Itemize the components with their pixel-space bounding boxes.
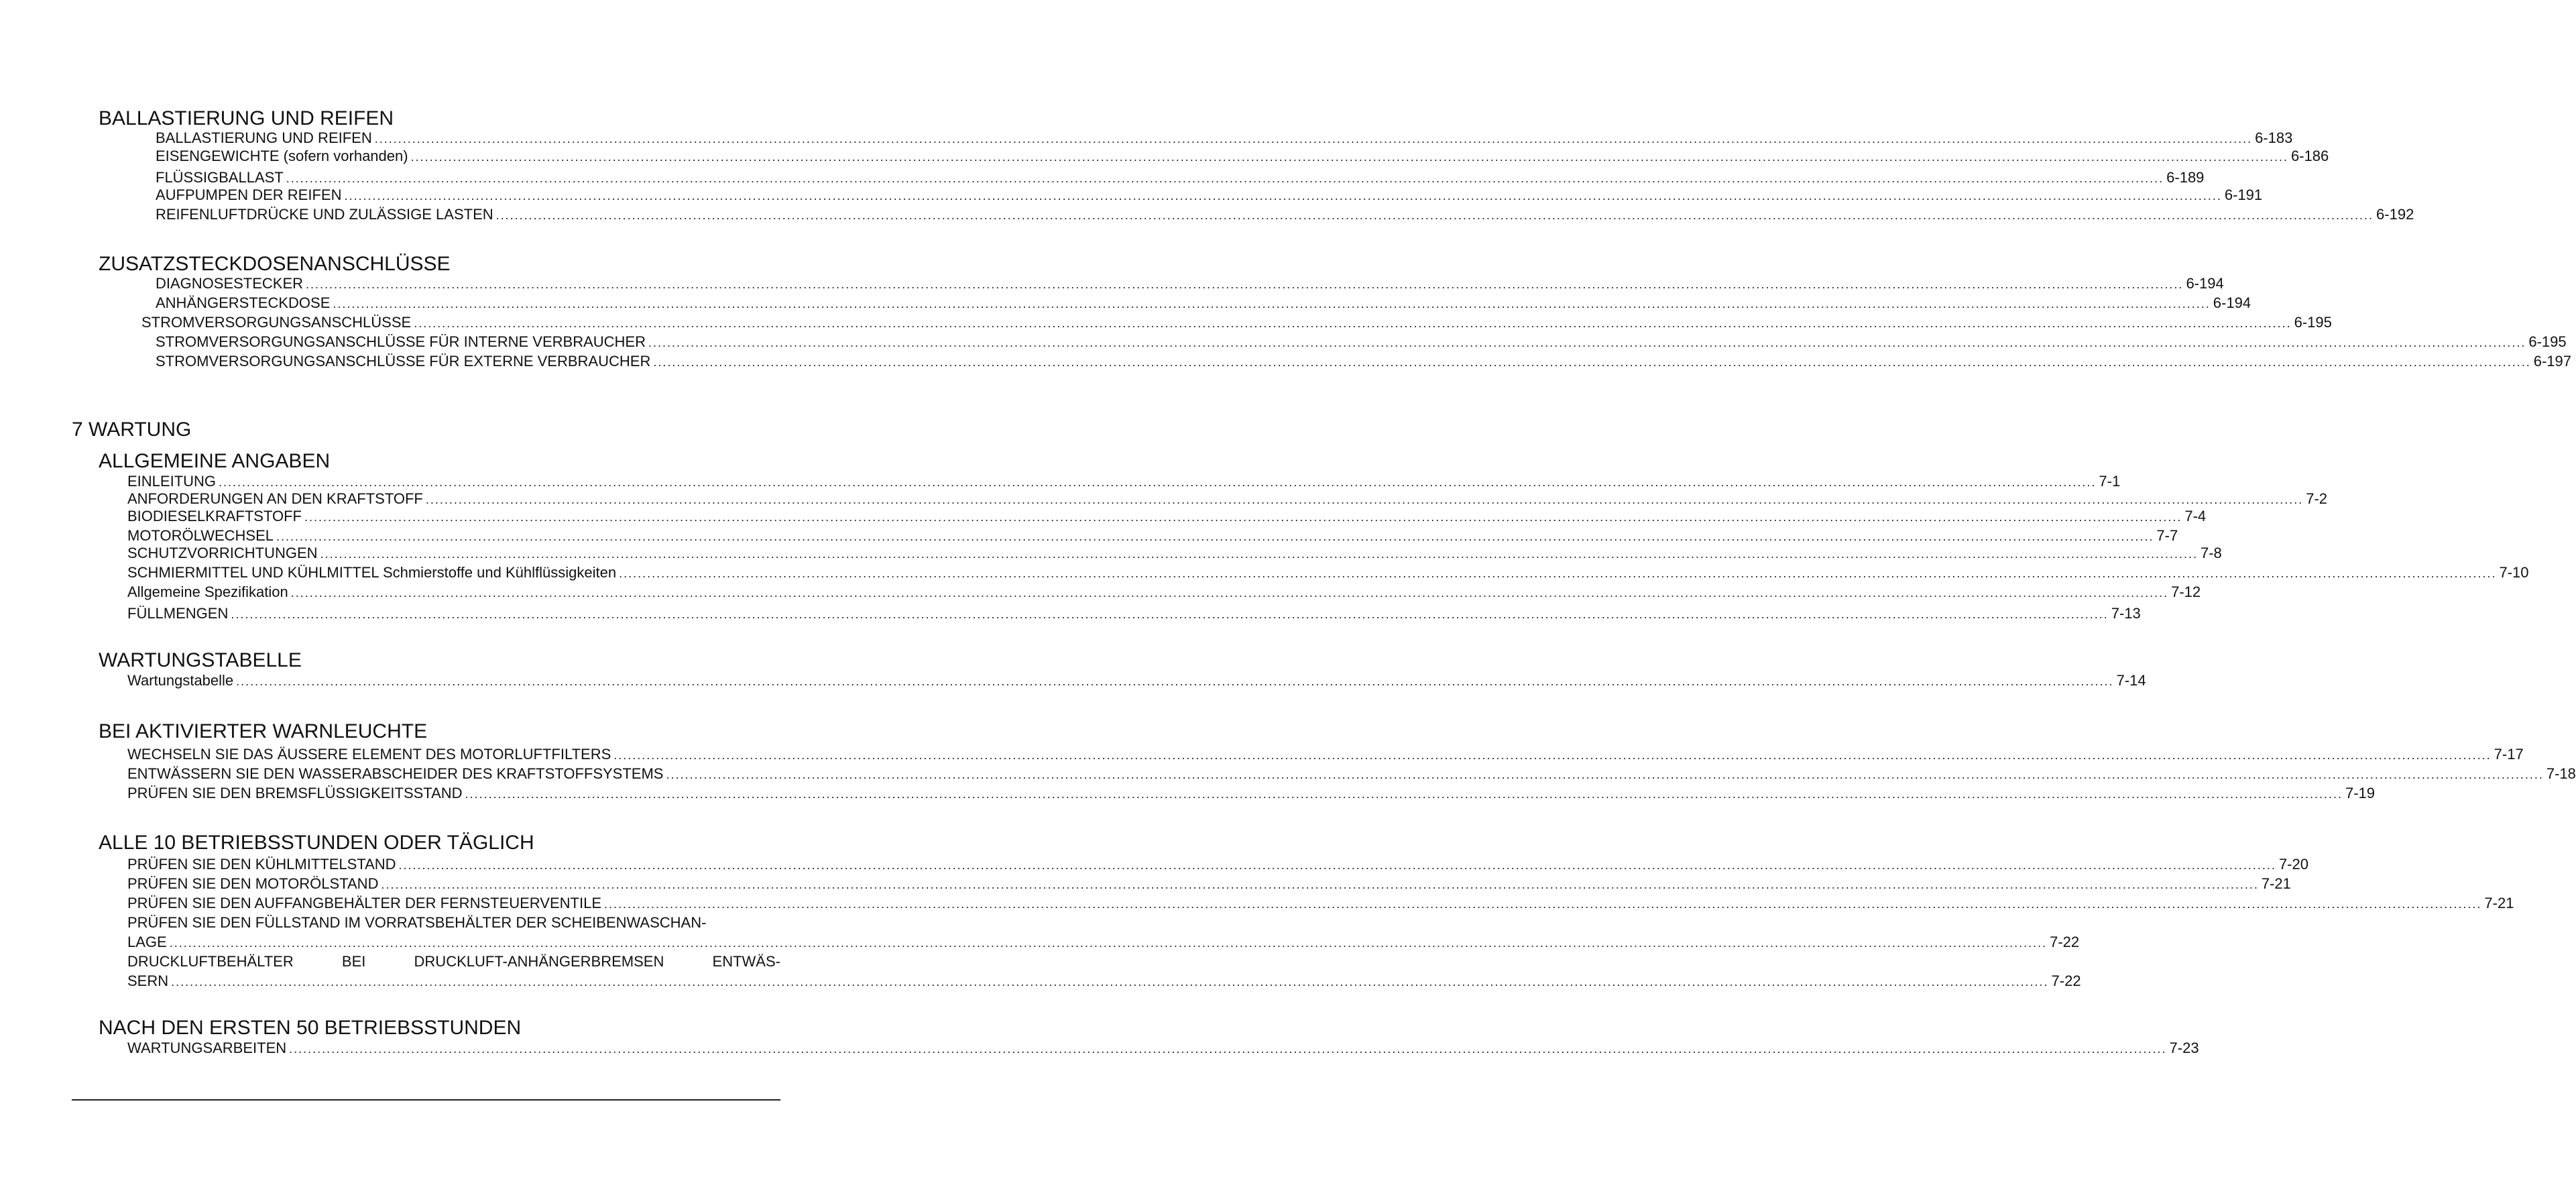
leader-dots (171, 973, 2048, 991)
toc-entry-page: 7-1 (2099, 473, 2121, 490)
toc-entry-page: 7-4 (2184, 508, 2207, 524)
toc-entry-page: 7-14 (2116, 672, 2146, 689)
leader-dots (291, 584, 2168, 602)
toc-entry-label: MOTORÖLWECHSEL (127, 527, 274, 544)
toc-entry-wrapped-line[interactable]: PRÜFEN SIE DEN FÜLLSTAND IM VORRATSBEHÄLTER DER SCHEIBENWASCHAN- (127, 914, 707, 931)
leader-dots (375, 130, 2252, 148)
section-title-zusatzsteckdosen: ZUSATZSTECKDOSENANSCHLÜSSE (99, 253, 451, 275)
toc-entry-label: PRÜFEN SIE DEN KÜHLMITTELSTAND (127, 856, 396, 873)
toc-entry-page: 7-8 (2200, 545, 2222, 561)
toc-entry-page: 6-195 (2528, 333, 2567, 350)
toc-entry[interactable] (127, 527, 2178, 545)
leader-dots (619, 565, 2496, 582)
leader-dots (414, 315, 2291, 332)
toc-entry-label: AUFPUMPEN DER REIFEN (156, 186, 342, 203)
toc-entry-label: PRÜFEN SIE DEN AUFFANGBEHÄLTER DER FERNSTEUERVENTILE (127, 895, 601, 911)
leader-dots (666, 766, 2543, 783)
toc-entry[interactable] (127, 672, 2146, 689)
toc-entry[interactable] (156, 206, 2414, 223)
toc-entry[interactable] (156, 186, 2263, 204)
leader-dots (426, 491, 2303, 508)
section-title-wartungstabelle: WARTUNGSTABELLE (99, 649, 302, 671)
leader-dots (411, 148, 2288, 166)
section-title-10-betriebsstunden: ALLE 10 BETRIEBSSTUNDEN ODER TÄGLICH (99, 832, 534, 854)
leader-dots (465, 785, 2343, 803)
leader-dots (653, 353, 2530, 371)
toc-word: DRUCKLUFT-ANHÄNGERBREMSEN (414, 953, 664, 970)
toc-entry-page: 7-10 (2499, 564, 2529, 581)
toc-entry[interactable] (156, 148, 2329, 165)
toc-entry-label: ANFORDERUNGEN AN DEN KRAFTSTOFF (127, 490, 423, 507)
leader-dots (306, 276, 2183, 293)
toc-entry-label: Wartungstabelle (127, 672, 234, 689)
toc-entry-label: SERN (127, 972, 169, 989)
toc-entry[interactable] (127, 934, 2080, 951)
toc-entry-page: 6-189 (2166, 169, 2205, 186)
toc-entry-label: PRÜFEN SIE DEN BREMSFLÜSSIGKEITSSTAND (127, 785, 463, 801)
section-title-ballastierung: BALLASTIERUNG UND REIFEN (99, 107, 394, 129)
toc-entry[interactable] (127, 508, 2207, 525)
toc-entry[interactable] (156, 129, 2293, 147)
toc-entry[interactable] (127, 1040, 2199, 1057)
toc-entry-label: WARTUNGSARBEITEN (127, 1040, 287, 1056)
toc-entry-label: FLÜSSIGBALLAST (156, 169, 284, 186)
toc-entry-page: 7-13 (2111, 605, 2141, 622)
toc-entry-page: 7-21 (2261, 875, 2291, 892)
toc-entry[interactable] (127, 564, 2529, 581)
toc-entry-label: ANHÄNGERSTECKDOSE (156, 294, 331, 311)
toc-entry-label: STROMVERSORGUNGSANSCHLÜSSE FÜR INTERNE VERBRAUCHER (156, 333, 646, 350)
toc-entry-page: 7-22 (2051, 972, 2081, 989)
toc-entry-label: ENTWÄSSERN SIE DEN WASSERABSCHEIDER DES KRAFTSTOFFSYSTEMS (127, 765, 664, 782)
toc-entry[interactable] (156, 275, 2224, 292)
toc-entry[interactable] (127, 856, 2308, 873)
toc-entry-page: 7-21 (2484, 895, 2514, 911)
toc-entry[interactable] (127, 875, 2291, 893)
toc-entry-page: 6-194 (2213, 294, 2251, 311)
leader-dots (648, 334, 2526, 351)
toc-entry[interactable] (127, 490, 2328, 508)
leader-dots (399, 856, 2276, 874)
leader-dots (289, 1040, 2166, 1058)
leader-dots (170, 934, 2047, 952)
toc-entry[interactable] (127, 972, 2081, 990)
toc-entry[interactable] (156, 353, 2572, 370)
toc-entry-page: 7-18 (2546, 765, 2576, 782)
toc-entry-label: WECHSELN SIE DAS ÄUSSERE ELEMENT DES MOTORLUFTFILTERS (127, 746, 611, 763)
toc-entry[interactable] (156, 333, 2567, 351)
toc-word: BEI (341, 953, 366, 970)
leader-dots (613, 746, 2491, 764)
section-title-50-betriebsstunden: NACH DEN ERSTEN 50 BETRIEBSSTUNDEN (99, 1017, 522, 1039)
toc-entry-label: REIFENLUFTDRÜCKE UND ZULÄSSIGE LASTEN (156, 206, 493, 223)
toc-entry-label: BIODIESELKRAFTSTOFF (127, 508, 302, 524)
leader-dots (333, 295, 2210, 313)
toc-entry-label: STROMVERSORGUNGSANSCHLÜSSE (141, 314, 412, 331)
toc-entry[interactable] (127, 583, 2201, 601)
toc-entry[interactable] (127, 473, 2121, 490)
toc-entry[interactable] (156, 169, 2205, 186)
toc-entry-label: PRÜFEN SIE DEN MOTORÖLSTAND (127, 875, 379, 892)
toc-entry[interactable] (156, 294, 2251, 312)
toc-entry-page: 6-183 (2255, 129, 2293, 146)
toc-entry-label: DIAGNOSESTECKER (156, 275, 304, 292)
toc-entry-page: 6-191 (2224, 186, 2263, 203)
toc-entry-label: EISENGEWICHTE (sofern vorhanden) (156, 148, 408, 164)
toc-entry-page: 7-12 (2171, 583, 2201, 600)
leader-dots (344, 187, 2221, 205)
toc-entry-page: 6-186 (2290, 148, 2329, 164)
toc-entry[interactable] (127, 895, 2514, 912)
toc-entry-label: EINLEITUNG (127, 473, 217, 490)
toc-entry-page: 7-17 (2494, 746, 2524, 763)
toc-entry-wrapped-line[interactable] (127, 953, 780, 970)
toc-entry[interactable] (141, 314, 2332, 331)
toc-entry-label: SCHMIERMITTEL UND KÜHLMITTEL Schmierstoffe und Kühlflüssigkeiten (127, 564, 617, 581)
toc-entry-page: 6-194 (2186, 275, 2224, 292)
leader-dots (219, 473, 2096, 491)
toc-entry-label: Allgemeine Spezifikation (127, 583, 288, 600)
toc-entry-page: 6-192 (2376, 206, 2414, 223)
toc-entry-page: 6-197 (2533, 353, 2572, 370)
toc-entry[interactable] (127, 765, 2576, 783)
toc-entry-page: 7-20 (2278, 856, 2308, 873)
toc-entry-page: 7-2 (2306, 490, 2328, 507)
toc-entry-page: 6-195 (2294, 314, 2332, 331)
toc-entry[interactable] (127, 545, 2222, 562)
toc-entry-page: 7-22 (2050, 934, 2080, 950)
leader-dots (604, 895, 2481, 913)
toc-entry[interactable] (127, 605, 2141, 622)
footer-rule (72, 1099, 780, 1101)
toc-entry-page: 7-7 (2156, 527, 2178, 544)
toc-entry-page: 7-23 (2169, 1040, 2199, 1056)
leader-dots (276, 528, 2154, 545)
toc-entry-label: LAGE (127, 934, 167, 950)
leader-dots (304, 508, 2182, 526)
leader-dots (236, 673, 2113, 690)
toc-entry-label: STROMVERSORGUNGSANSCHLÜSSE FÜR EXTERNE VERBRAUCHER (156, 353, 651, 370)
leader-dots (496, 207, 2374, 224)
toc-word: ENTWÄS- (712, 953, 780, 970)
leader-dots (286, 170, 2164, 187)
toc-word: DRUCKLUFTBEHÄLTER (127, 953, 294, 970)
section-title-allgemeine-angaben: ALLGEMEINE ANGABEN (99, 450, 331, 472)
leader-dots (320, 545, 2198, 563)
toc-entry[interactable] (127, 785, 2376, 802)
toc-entry-page: 7-19 (2345, 785, 2376, 801)
chapter-title: 7 WARTUNG (72, 418, 192, 441)
toc-entry-label: SCHUTZVORRICHTUNGEN (127, 545, 318, 561)
toc-entry-label: FÜLLMENGEN (127, 605, 229, 622)
section-title-warnleuchte: BEI AKTIVIERTER WARNLEUCHTE (99, 720, 428, 742)
toc-entry-label: BALLASTIERUNG UND REIFEN (156, 129, 372, 146)
toc-entry[interactable] (127, 746, 2524, 763)
leader-dots (381, 876, 2258, 893)
leader-dots (231, 606, 2108, 623)
